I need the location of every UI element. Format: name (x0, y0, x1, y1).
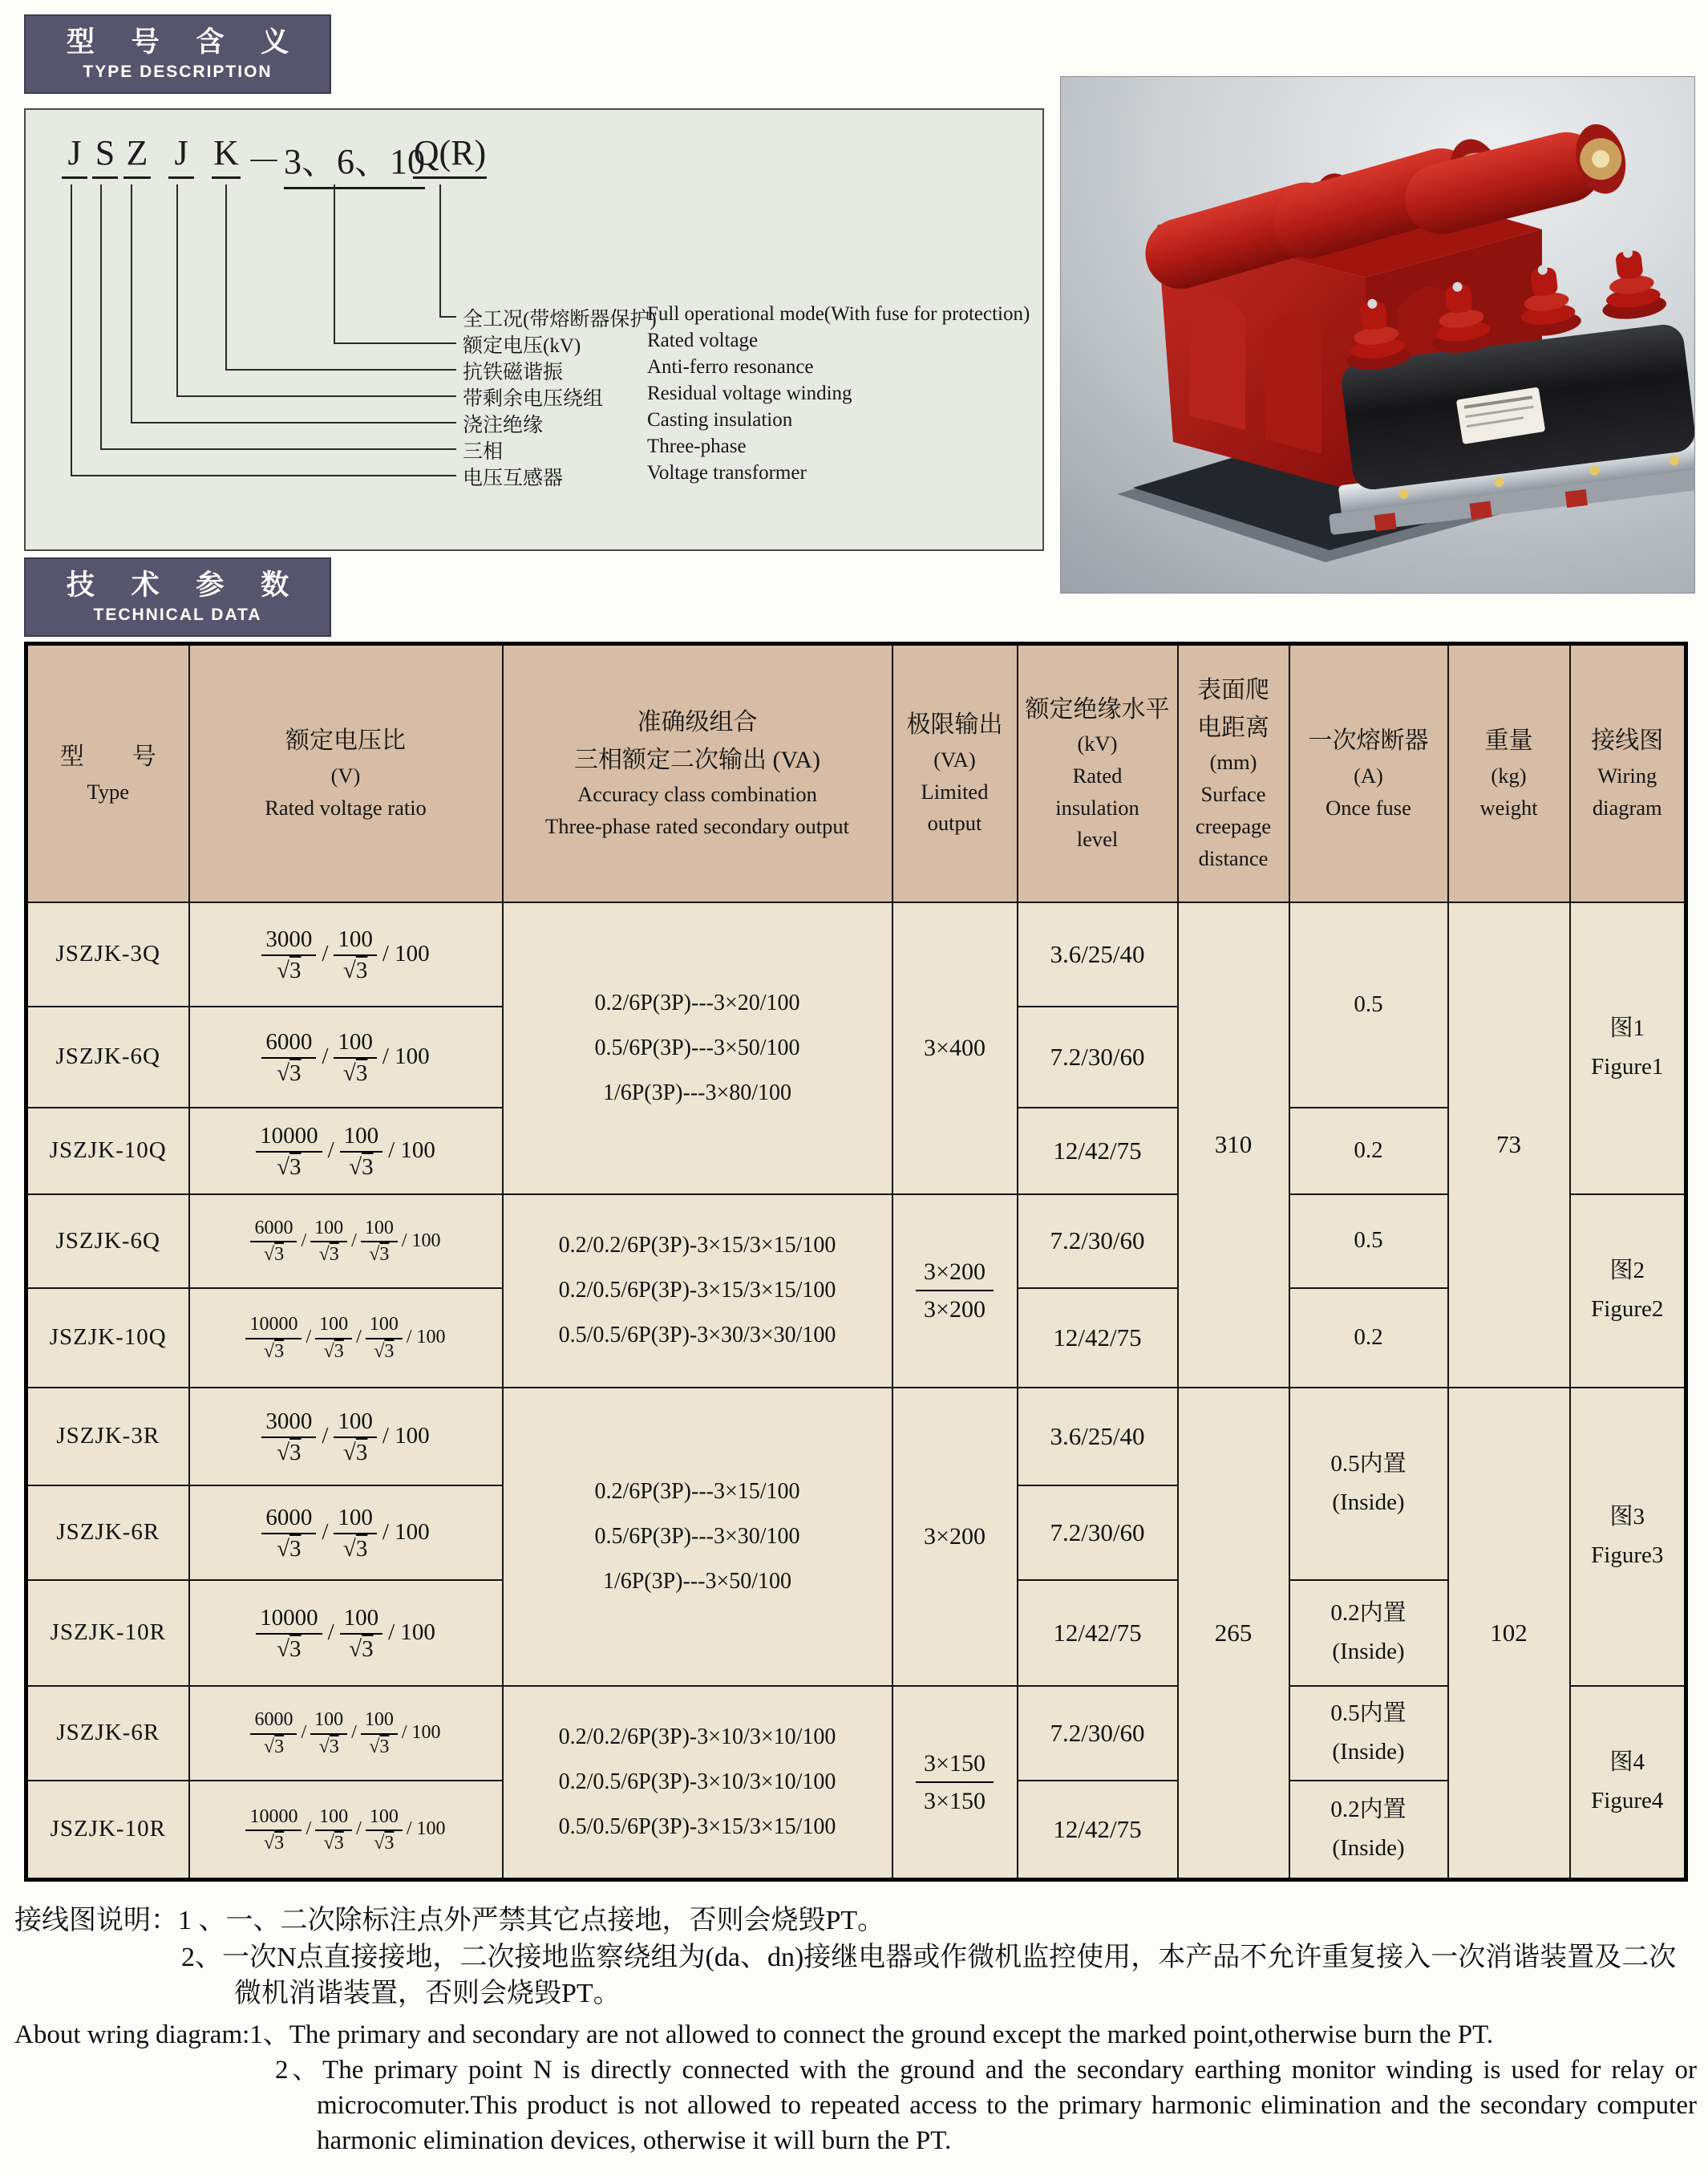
cell-ratio (189, 1781, 503, 1880)
header-line: 重量 (1484, 727, 1533, 755)
fraction-numerator: 6000 (250, 1708, 297, 1734)
type-meaning-panel (24, 108, 1044, 551)
cell-line: 0.2 (1354, 1323, 1383, 1350)
cell-wiring (1570, 1388, 1686, 1686)
type-code-segment: K (212, 132, 241, 179)
cell-accuracy (503, 1686, 892, 1880)
col-header-creepage (1178, 644, 1289, 902)
cell-insulation: 3.6/25/40 (1018, 1388, 1178, 1485)
note-en-1: About wring diagram:1、The primary and secondary are not allowed to connect the ground except the marked point,otherwise burn the PT. (14, 2020, 1494, 2049)
header-line: insulation (1055, 795, 1139, 820)
sqrt-overline: 3 (289, 1635, 302, 1662)
header-line: 一次熔断器 (1308, 727, 1429, 755)
fraction-numerator: 100 (310, 1217, 347, 1242)
cell-wiring (1570, 1194, 1686, 1388)
header-line: creepage (1195, 813, 1272, 838)
header-line: 电距离 (1197, 714, 1269, 741)
cell-ratio (189, 1485, 503, 1580)
cell-creepage: 310 (1178, 902, 1289, 1388)
cell-ratio (189, 1580, 503, 1686)
cell-line: 0.5/0.5/6P(3P)-3×15/3×15/100 (558, 1813, 836, 1839)
type-code-connector (439, 184, 456, 318)
fraction (261, 1408, 316, 1465)
fraction-denominator: √3 (323, 1832, 344, 1854)
fraction-numerator: 100 (340, 1122, 383, 1152)
fraction-numerator: 100 (366, 1805, 403, 1831)
fraction-numerator: 10000 (245, 1313, 302, 1339)
type-code-label-zh: 带剩余电压绕组 (463, 388, 604, 410)
fraction-numerator: 100 (340, 1604, 383, 1634)
header-line: 极限输出 (906, 711, 1003, 739)
sqrt-overline: 3 (289, 957, 302, 983)
col-header-insulation (1018, 644, 1178, 902)
col-header-output (892, 644, 1018, 902)
wiring-notes (14, 1902, 1697, 2159)
header-line: (VA) (933, 747, 976, 772)
cell-line: 0.2/6P(3P)---3×15/100 (594, 1478, 800, 1504)
cell-line: 0.2 (1354, 1137, 1383, 1163)
header-line: diagram (1592, 795, 1662, 820)
fraction (250, 1217, 297, 1265)
col-header-type (26, 644, 189, 902)
sqrt-overline: 3 (384, 1340, 395, 1362)
sqrt-overline: 3 (289, 1153, 302, 1180)
type-code-label-zh: 浇注绝缘 (463, 415, 544, 436)
header-line: (kV) (1077, 731, 1118, 756)
fraction-denominator: √3 (342, 1535, 368, 1562)
type-code-label-en: Full operational mode(With fuse for protection) (647, 303, 1030, 325)
header-line: Rated (1072, 763, 1123, 788)
voltage-ratio: $\frac{6000}{√3}$ / $\frac{100}{√3}$ / $\frac{100}{√3}$ / 100 (190, 1217, 502, 1265)
voltage-ratio: $\frac{10000}{√3}$ / $\frac{100}{√3}$ / 100 (190, 1604, 502, 1661)
cell-insulation: 12/42/75 (1018, 1781, 1178, 1880)
cell-insulation: 7.2/30/60 (1018, 1686, 1178, 1781)
stacked-output-bottom: 3×200 (924, 1296, 986, 1323)
type-code-label-zh: 全工况(带熔断器保护) (463, 309, 657, 330)
sqrt-overline: 3 (379, 1736, 390, 1757)
fraction-numerator: 10000 (256, 1122, 322, 1152)
cell-insulation: 7.2/30/60 (1018, 1007, 1178, 1108)
cell-line: 0.5 (1354, 991, 1383, 1017)
fraction (256, 1604, 322, 1661)
sqrt-overline: 3 (362, 1635, 374, 1662)
sqrt-overline: 3 (289, 1439, 302, 1465)
sqrt-overline: 3 (289, 1060, 302, 1086)
sqrt-overline: 3 (274, 1340, 285, 1362)
fraction-numerator: 100 (366, 1313, 403, 1339)
fraction (261, 1028, 316, 1085)
type-code-label-zh: 额定电压(kV) (463, 335, 581, 357)
table-head (26, 644, 1686, 902)
fraction (250, 1708, 297, 1757)
cell-ratio (189, 1388, 503, 1485)
technical-data-title-zh: 技 术 参 数 (66, 569, 304, 602)
cell-wiring (1570, 902, 1686, 1194)
header-line: Wiring (1597, 763, 1657, 788)
type-code-segment: Q(R) (413, 132, 487, 179)
type-code-label-zh: 抗铁磁谐振 (463, 362, 564, 383)
cell-line: (Inside) (1332, 1489, 1405, 1515)
fraction-numerator: 10000 (256, 1604, 322, 1634)
table-header-row (26, 644, 1686, 902)
cell-output: 3×200 (892, 1388, 1018, 1686)
fraction-denominator: √3 (318, 1244, 339, 1265)
cell-fuse (1289, 1194, 1448, 1288)
type-code-label-en: Casting insulation (647, 409, 793, 431)
fraction-numerator: 100 (334, 926, 377, 955)
type-code-label-en: Three-phase (647, 436, 747, 457)
type-code-segment: － (246, 142, 281, 181)
fraction (315, 1313, 352, 1361)
sqrt-overline: 3 (329, 1244, 339, 1265)
type-code-label-en: Rated voltage (647, 330, 759, 351)
cell-insulation: 12/42/75 (1018, 1288, 1178, 1388)
cell-ratio (189, 1288, 503, 1388)
fraction-denominator: √3 (277, 1060, 302, 1086)
fraction (245, 1313, 302, 1361)
fraction-numerator: 100 (334, 1504, 377, 1534)
fraction (310, 1708, 347, 1757)
fraction-numerator: 3000 (261, 926, 316, 955)
type-code-segment: J (168, 132, 194, 179)
technical-data-title-en: TECHNICAL DATA (93, 605, 262, 624)
cell-line: Figure4 (1591, 1787, 1664, 1813)
cell-line: 0.5内置 (1330, 1450, 1406, 1477)
header-line: output (927, 811, 982, 836)
sqrt-overline: 3 (384, 1832, 395, 1854)
cell-insulation: 3.6/25/40 (1018, 902, 1178, 1007)
cell-accuracy (503, 1194, 892, 1388)
stacked-output-top: 3×150 (916, 1750, 994, 1783)
cell-line: 0.2内置 (1330, 1796, 1406, 1822)
cell-line: 0.2/0.2/6P(3P)-3×15/3×15/100 (558, 1233, 836, 1258)
fraction-numerator: 100 (315, 1313, 352, 1339)
header-line: 三相额定二次输出 (VA) (574, 746, 820, 773)
cell-insulation: 12/42/75 (1018, 1580, 1178, 1686)
cell-line: 0.2/0.5/6P(3P)-3×15/3×15/100 (558, 1278, 836, 1303)
cell-type: JSZJK-10R (26, 1781, 189, 1880)
cell-line: 0.5/6P(3P)---3×50/100 (594, 1035, 800, 1060)
cell-line: (Inside) (1332, 1738, 1405, 1765)
fraction-denominator: √3 (263, 1340, 285, 1362)
header-line: 额定电压比 (285, 727, 406, 755)
sqrt-overline: 3 (274, 1736, 285, 1757)
fraction (261, 1504, 316, 1561)
header-line: 准确级组合 (637, 709, 758, 735)
type-code-label-zh: 三相 (463, 441, 504, 463)
cell-type: JSZJK-6Q (26, 1007, 189, 1108)
cell-line: 图4 (1609, 1748, 1645, 1775)
header-line: Once fuse (1326, 795, 1411, 820)
header-line: 接线图 (1591, 727, 1664, 755)
header-line: Limited (921, 779, 989, 804)
table-row (26, 1194, 1686, 1288)
type-code-label-en: Anti-ferro resonance (647, 356, 814, 378)
cell-line: Figure3 (1591, 1542, 1664, 1568)
fraction-denominator: √3 (263, 1244, 285, 1265)
type-code-segment: S (92, 132, 118, 179)
sqrt-overline: 3 (355, 1060, 368, 1086)
cell-output: 3×400 (892, 902, 1018, 1194)
technical-data-badge (24, 557, 331, 637)
voltage-ratio: $\frac{10000}{√3}$ / $\frac{100}{√3}$ / $\frac{100}{√3}$ / 100 (190, 1313, 502, 1361)
type-description-badge (24, 14, 331, 94)
cell-fuse (1289, 1388, 1448, 1580)
note-zh-1: 接线图说明：1 、一、二次除标注点外严禁其它点接地，否则会烧毁PT。 (14, 1906, 885, 1935)
technical-data-table (24, 642, 1688, 1882)
header-line: Accuracy class combination (577, 782, 817, 806)
header-line: weight (1479, 795, 1538, 820)
cell-ratio (189, 1007, 503, 1108)
voltage-ratio: $\frac{6000}{√3}$ / $\frac{100}{√3}$ / 100 (190, 1028, 502, 1085)
fraction (366, 1805, 403, 1854)
fraction-denominator: √3 (277, 957, 302, 983)
fraction-numerator: 100 (310, 1708, 347, 1734)
cell-type: JSZJK-3R (26, 1388, 189, 1485)
cell-fuse (1289, 1686, 1448, 1781)
cell-insulation: 12/42/75 (1018, 1108, 1178, 1194)
fraction-denominator: √3 (277, 1635, 302, 1662)
fraction-denominator: √3 (349, 1153, 374, 1180)
fraction-denominator: √3 (277, 1153, 302, 1180)
header-line: Rated voltage ratio (265, 795, 427, 820)
fraction-denominator: √3 (342, 1439, 368, 1465)
technical-data-table-host (24, 642, 1688, 1882)
voltage-ratio: $\frac{3000}{√3}$ / $\frac{100}{√3}$ / 100 (190, 926, 502, 983)
stacked-output-top: 3×200 (916, 1258, 994, 1291)
sqrt-overline: 3 (274, 1832, 285, 1854)
fraction (310, 1217, 347, 1265)
cell-weight: 102 (1448, 1388, 1570, 1880)
header-line: Surface (1200, 782, 1266, 806)
cell-line: (Inside) (1332, 1834, 1405, 1861)
cell-accuracy (503, 1388, 892, 1686)
cell-fuse (1289, 1580, 1448, 1686)
type-code-segment: Z (123, 132, 151, 179)
fraction-numerator: 6000 (261, 1504, 316, 1534)
header-line: 型 号 (59, 744, 156, 771)
voltage-ratio: $\frac{10000}{√3}$ / $\frac{100}{√3}$ / 100 (190, 1122, 502, 1179)
cell-line: 0.2/6P(3P)---3×20/100 (594, 990, 800, 1015)
cell-line: 图1 (1609, 1015, 1645, 1041)
table-row (26, 1686, 1686, 1781)
cell-fuse (1289, 902, 1448, 1108)
fraction-numerator: 100 (361, 1217, 398, 1242)
fraction-numerator: 6000 (261, 1028, 316, 1058)
fraction (334, 1028, 377, 1085)
fraction-denominator: √3 (263, 1736, 285, 1757)
header-line: Type (87, 779, 130, 804)
type-code-segment: 3、6、10 (284, 132, 425, 189)
cell-line: 图2 (1609, 1258, 1645, 1284)
cell-line: 0.2/0.5/6P(3P)-3×10/3×10/100 (558, 1769, 836, 1794)
fraction (334, 926, 377, 983)
sqrt-overline: 3 (329, 1736, 339, 1757)
col-header-fuse (1289, 644, 1448, 902)
cell-line: 1/6P(3P)---3×50/100 (602, 1568, 792, 1594)
cell-type: JSZJK-3Q (26, 902, 189, 1007)
col-header-weight (1448, 644, 1570, 902)
sqrt-overline: 3 (355, 1535, 368, 1562)
fraction-denominator: √3 (277, 1439, 302, 1465)
fraction-numerator: 6000 (250, 1217, 297, 1242)
cell-fuse (1289, 1288, 1448, 1388)
fraction (366, 1313, 403, 1361)
col-header-accuracy (503, 644, 892, 902)
fraction (334, 1504, 377, 1561)
cell-line: Figure2 (1591, 1296, 1664, 1322)
fraction (315, 1805, 352, 1854)
fraction-denominator: √3 (369, 1244, 390, 1265)
cell-line: 0.5/0.5/6P(3P)-3×30/3×30/100 (558, 1323, 836, 1347)
cell-type: JSZJK-6Q (26, 1194, 189, 1288)
sqrt-overline: 3 (362, 1153, 374, 1180)
fraction (334, 1408, 377, 1465)
header-line: (A) (1354, 763, 1383, 788)
fraction-denominator: √3 (349, 1635, 374, 1662)
cell-ratio (189, 902, 503, 1007)
type-description-title-zh: 型 号 含 义 (66, 26, 304, 59)
header-line: (V) (330, 763, 361, 788)
cell-ratio (189, 1108, 503, 1194)
type-code-segment: J (62, 132, 87, 179)
cell-type: JSZJK-10Q (26, 1108, 189, 1194)
cell-type: JSZJK-6R (26, 1686, 189, 1781)
sqrt-overline: 3 (289, 1535, 302, 1562)
type-description-title-en: TYPE DESCRIPTION (83, 62, 273, 81)
note-zh-2: 2、一次N点直接接地，二次接地监察绕组为(da、dn)接继电器或作微机监控使用，本产品不允许重复接入一次消谐装置及二次微机消谐装置，否则会烧毁PT。 (181, 1942, 1677, 2009)
cell-output (892, 1194, 1018, 1388)
cell-ratio (189, 1194, 503, 1288)
cell-line: 图3 (1609, 1503, 1645, 1530)
fraction (256, 1122, 322, 1179)
product-photo-illustration (1061, 77, 1694, 593)
stacked-output (916, 1750, 994, 1814)
sqrt-overline: 3 (355, 1439, 368, 1465)
header-line: 额定绝缘水平 (1025, 695, 1170, 723)
cell-line: Figure1 (1591, 1053, 1664, 1080)
cell-output (892, 1686, 1018, 1880)
type-code-label-en: Residual voltage winding (647, 383, 852, 404)
header-line: Three-phase rated secondary output (545, 813, 849, 838)
cell-line: 0.2内置 (1330, 1599, 1406, 1626)
cell-insulation: 7.2/30/60 (1018, 1194, 1178, 1288)
fraction (261, 926, 316, 983)
sqrt-overline: 3 (334, 1832, 344, 1854)
fraction-denominator: √3 (263, 1832, 285, 1854)
fraction-denominator: √3 (374, 1832, 395, 1854)
type-code-label-zh: 电压互感器 (463, 468, 564, 489)
sqrt-overline: 3 (355, 957, 368, 983)
type-code-label-en: Voltage transformer (647, 462, 807, 484)
fraction-denominator: √3 (277, 1535, 302, 1562)
cell-fuse (1289, 1108, 1448, 1194)
cell-type: JSZJK-10Q (26, 1288, 189, 1388)
stacked-output (916, 1258, 994, 1323)
sqrt-overline: 3 (274, 1244, 285, 1265)
fraction-numerator: 100 (361, 1708, 398, 1734)
fraction (361, 1217, 398, 1265)
cell-line: 1/6P(3P)---3×80/100 (602, 1080, 792, 1105)
cell-line: 0.5内置 (1330, 1700, 1406, 1726)
voltage-ratio: $\frac{3000}{√3}$ / $\frac{100}{√3}$ / 100 (190, 1408, 502, 1465)
col-header-ratio (189, 644, 503, 902)
fraction-numerator: 100 (334, 1408, 377, 1437)
cell-line: 0.5/6P(3P)---3×30/100 (594, 1523, 800, 1549)
fraction (361, 1708, 398, 1757)
voltage-ratio: $\frac{6000}{√3}$ / $\frac{100}{√3}$ / $\frac{100}{√3}$ / 100 (190, 1708, 502, 1757)
cell-weight: 73 (1448, 902, 1570, 1388)
cell-type: JSZJK-6R (26, 1485, 189, 1580)
fraction-denominator: √3 (342, 957, 368, 983)
cell-line: 0.5 (1354, 1227, 1383, 1254)
fraction (340, 1604, 383, 1661)
header-line: level (1076, 827, 1119, 852)
sqrt-overline: 3 (334, 1340, 344, 1362)
fraction-denominator: √3 (374, 1340, 395, 1362)
cell-wiring (1570, 1686, 1686, 1880)
table-body (26, 902, 1686, 1880)
cell-fuse (1289, 1781, 1448, 1880)
voltage-ratio: $\frac{10000}{√3}$ / $\frac{100}{√3}$ / $\frac{100}{√3}$ / 100 (190, 1805, 502, 1854)
cell-line: 0.2/0.2/6P(3P)-3×10/3×10/100 (558, 1724, 836, 1749)
table-row (26, 1388, 1686, 1485)
header-line: (mm) (1209, 750, 1257, 775)
cell-accuracy (503, 902, 892, 1194)
col-header-wiring (1570, 644, 1686, 902)
fraction-numerator: 3000 (261, 1408, 316, 1437)
fraction-denominator: √3 (369, 1736, 390, 1757)
fraction (245, 1805, 302, 1854)
fraction-denominator: √3 (318, 1736, 339, 1757)
header-line: 表面爬 (1197, 677, 1269, 704)
cell-line: (Inside) (1332, 1638, 1405, 1664)
header-line: distance (1198, 845, 1269, 870)
cell-insulation: 7.2/30/60 (1018, 1485, 1178, 1580)
fraction-denominator: √3 (342, 1060, 368, 1086)
type-code-connector (334, 184, 456, 344)
cell-type: JSZJK-10R (26, 1580, 189, 1686)
stacked-output-bottom: 3×150 (924, 1787, 986, 1814)
table-row (26, 902, 1686, 1007)
cell-creepage: 265 (1178, 1388, 1289, 1880)
fraction-numerator: 100 (315, 1805, 352, 1831)
sqrt-overline: 3 (379, 1244, 390, 1265)
product-photo (1060, 76, 1695, 594)
voltage-ratio: $\frac{6000}{√3}$ / $\frac{100}{√3}$ / 100 (190, 1504, 502, 1561)
fraction-numerator: 100 (334, 1028, 377, 1058)
cell-ratio (189, 1686, 503, 1781)
note-en-2: 2、The primary point N is directly connected with the ground and the secondary earthing monitor winding is used for relay or microcomuter.This product is not allowed to repeated access to the primary harmonic elimination and the secondary computer harmonic elimination devices, otherwise it will burn the PT. (275, 2055, 1697, 2156)
fraction-denominator: √3 (323, 1340, 344, 1362)
fraction-numerator: 10000 (245, 1805, 302, 1831)
header-line: (kg) (1491, 763, 1527, 788)
fraction (340, 1122, 383, 1179)
